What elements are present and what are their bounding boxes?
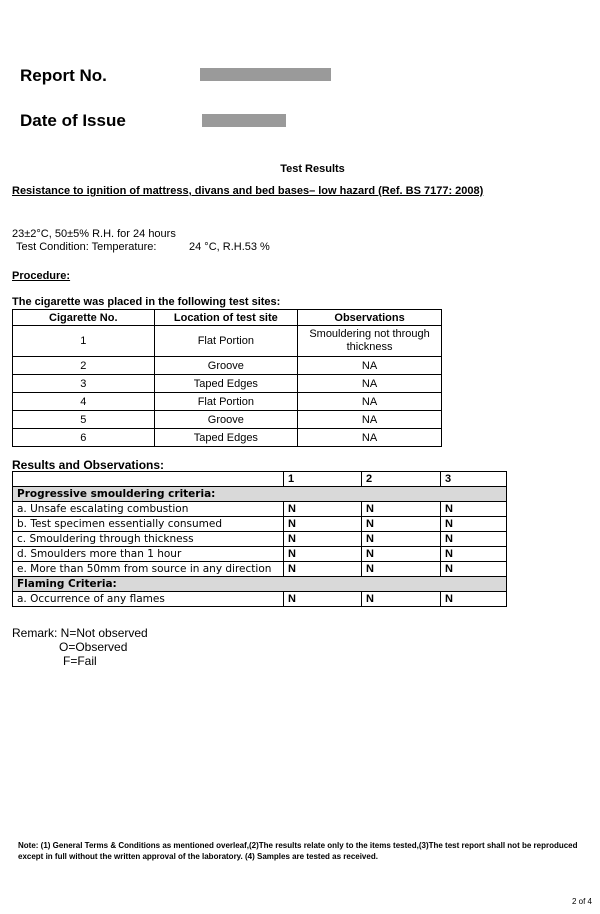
remark-line-2: O=Observed: [59, 640, 128, 654]
table-row: [13, 547, 507, 562]
conditioning-text: 23±2°C, 50±5% R.H. for 24 hours: [12, 228, 176, 240]
table-row: [13, 326, 442, 357]
results-heading: Results and Observations:: [12, 458, 165, 472]
table-row: [13, 502, 507, 517]
results-table: [12, 471, 507, 607]
cell: N: [441, 532, 507, 547]
footer-note: Note: (1) General Terms & Conditions as mentioned overleaf,(2)The results relate only to the items tested,(3)The test report shall not be reproduced except in full without the written approval of the laboratory. (4) Samples are tested as received.: [18, 841, 578, 861]
criterion-label: b. Test specimen essentially consumed: [13, 517, 284, 532]
cell: 6: [13, 429, 155, 447]
cell: 1: [13, 326, 155, 357]
cell: NA: [298, 393, 442, 411]
criterion-label: a. Occurrence of any flames: [13, 592, 284, 607]
cell: N: [362, 502, 441, 517]
cell: Flat Portion: [154, 393, 298, 411]
cell: N: [362, 532, 441, 547]
criterion-label: a. Unsafe escalating combustion: [13, 502, 284, 517]
cell: Flat Portion: [154, 326, 298, 357]
cell: Groove: [154, 357, 298, 375]
cell: N: [284, 517, 362, 532]
cell: N: [362, 547, 441, 562]
date-of-issue-label: Date of Issue: [20, 111, 126, 130]
section-flaming: Flaming Criteria:: [13, 577, 507, 592]
cell: 3: [13, 375, 155, 393]
procedure-heading: Procedure:: [12, 270, 71, 282]
cell: NA: [298, 411, 442, 429]
cell: Groove: [154, 411, 298, 429]
cell: [13, 472, 284, 487]
page-number: 2 of 4: [571, 897, 592, 906]
criterion-label: e. More than 50mm from source in any direction: [13, 562, 284, 577]
col-observations: Observations: [298, 310, 442, 326]
cell: Taped Edges: [154, 429, 298, 447]
section-progressive: Progressive smouldering criteria:: [13, 487, 507, 502]
cell: N: [362, 517, 441, 532]
table-row: [13, 517, 507, 532]
table-row: [13, 375, 442, 393]
cell: NA: [298, 429, 442, 447]
criterion-label: d. Smoulders more than 1 hour: [13, 547, 284, 562]
cell: N: [441, 517, 507, 532]
test-sites-table: [12, 309, 442, 447]
cell: NA: [298, 375, 442, 393]
cell: N: [441, 547, 507, 562]
table-row: [13, 411, 442, 429]
test-condition-value: 24 °C, R.H.53 %: [189, 241, 270, 253]
table-header-row: [13, 472, 507, 487]
cell: N: [284, 592, 362, 607]
page-title: Test Results: [280, 163, 345, 175]
table-row: [13, 357, 442, 375]
table-row: [13, 393, 442, 411]
table-row: [13, 562, 507, 577]
test-condition-label: Test Condition: Temperature:: [16, 241, 157, 253]
col-3: 3: [441, 472, 507, 487]
cell: N: [284, 562, 362, 577]
criterion-label: c. Smouldering through thickness: [13, 532, 284, 547]
cell: N: [441, 592, 507, 607]
cell: 4: [13, 393, 155, 411]
cell: N: [284, 547, 362, 562]
cell: N: [362, 562, 441, 577]
col-cigarette-no: Cigarette No.: [13, 310, 155, 326]
cell: N: [362, 592, 441, 607]
cell: N: [284, 532, 362, 547]
cell: NA: [298, 357, 442, 375]
cell: 5: [13, 411, 155, 429]
test-standard-title: Resistance to ignition of mattress, divans and bed bases– low hazard (Ref. BS 7177: 2008): [12, 185, 484, 197]
redacted-date: [202, 114, 286, 127]
cell: N: [441, 562, 507, 577]
cell: N: [284, 502, 362, 517]
cell: Smouldering not through thickness: [298, 326, 442, 357]
table-row: [13, 532, 507, 547]
remark-line-1: Remark: N=Not observed: [12, 626, 148, 640]
report-no-label: Report No.: [20, 66, 107, 85]
table-row: [13, 429, 442, 447]
cell: Taped Edges: [154, 375, 298, 393]
section-row: [13, 487, 507, 502]
col-2: 2: [362, 472, 441, 487]
remark-line-3: F=Fail: [63, 654, 97, 668]
col-1: 1: [284, 472, 362, 487]
col-location: Location of test site: [154, 310, 298, 326]
table-row: [13, 592, 507, 607]
section-row: [13, 577, 507, 592]
redacted-report-number: [200, 68, 331, 81]
sites-intro: The cigarette was placed in the following test sites:: [12, 296, 281, 308]
cell: 2: [13, 357, 155, 375]
cell: N: [441, 502, 507, 517]
